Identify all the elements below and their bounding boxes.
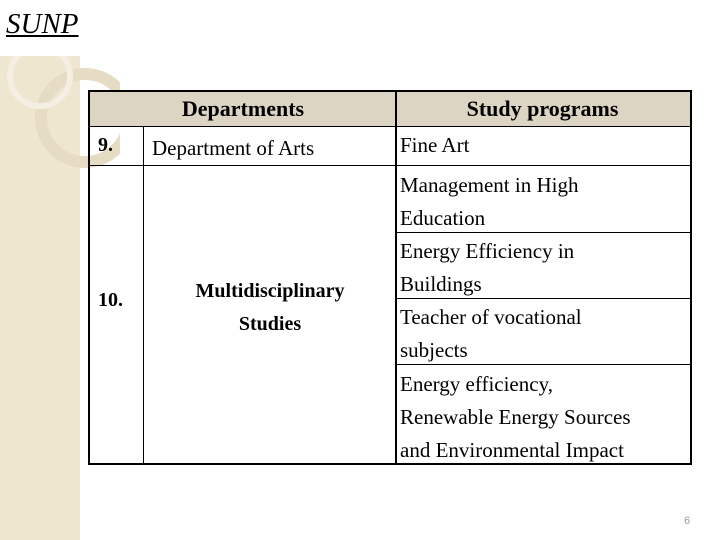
study-program <box>400 368 631 467</box>
row-number: 9. <box>98 134 113 156</box>
study-program-line: Education <box>400 206 486 230</box>
department-name: Department of Arts <box>152 136 315 160</box>
header-departments: Departments <box>181 96 305 121</box>
header-study-programs: Study programs <box>466 96 619 121</box>
study-program-line: Buildings <box>400 272 482 296</box>
study-program: Fine Art <box>400 133 470 157</box>
table-border-left <box>88 90 90 465</box>
study-program-line: Management in High <box>400 173 579 197</box>
table-row-divider <box>88 165 692 166</box>
study-program-line: Energy Efficiency in <box>400 239 575 263</box>
table-column-divider <box>143 126 144 465</box>
study-program-line: and Environmental Impact <box>400 438 624 462</box>
study-program-line: Teacher of vocational <box>400 305 582 329</box>
table-row-divider <box>88 126 692 127</box>
row-number: 10. <box>98 289 123 311</box>
study-program-line: Energy efficiency, <box>400 372 553 396</box>
table-border-top <box>88 90 692 92</box>
department-name-line: Multidisciplinary <box>195 280 345 302</box>
study-program <box>400 301 582 367</box>
slide-title: SUNP <box>6 8 79 40</box>
table-border-right <box>690 90 692 465</box>
department-name-line: Studies <box>238 313 302 335</box>
study-program-line: subjects <box>400 338 468 362</box>
study-program <box>400 169 578 235</box>
department-name <box>148 275 392 341</box>
table-column-divider <box>395 90 397 465</box>
page-number: 6 <box>684 515 691 527</box>
study-program-line: Renewable Energy Sources <box>400 405 631 429</box>
study-program <box>400 235 574 301</box>
